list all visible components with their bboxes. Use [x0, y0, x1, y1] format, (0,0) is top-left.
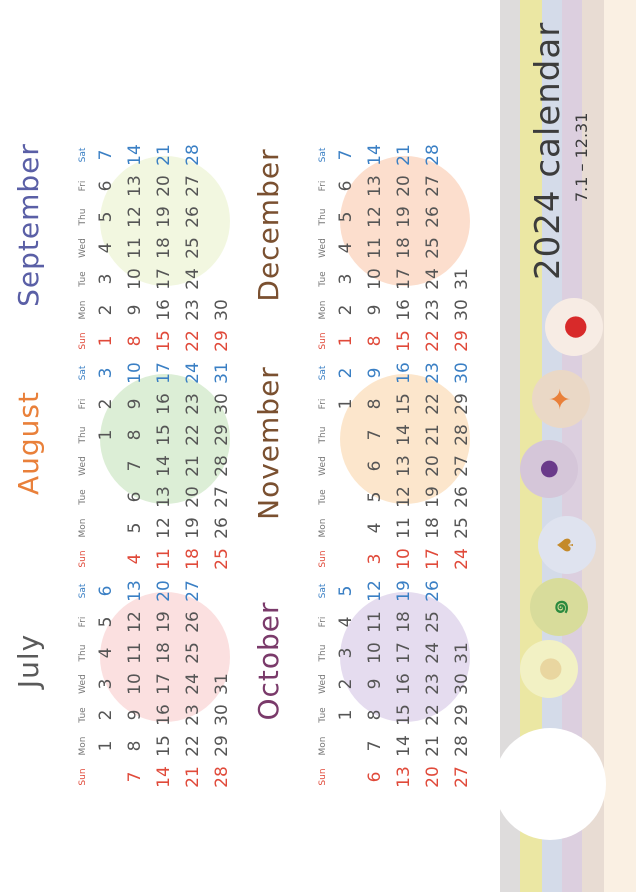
- month-title: July: [12, 633, 45, 689]
- day-cell: 8: [125, 335, 145, 347]
- day-cell: 16: [154, 393, 174, 415]
- weekday-label: Sat: [318, 583, 328, 599]
- day-cell: 29: [212, 735, 232, 757]
- day-cell: 9: [365, 367, 385, 379]
- day-cell: 18: [394, 611, 414, 633]
- day-cell: 19: [423, 486, 443, 508]
- weekday-label: Tue: [318, 707, 328, 723]
- day-cell: 14: [394, 735, 414, 757]
- day-cell: 31: [212, 362, 232, 384]
- day-cell: 4: [125, 553, 145, 565]
- day-cell: 3: [336, 273, 356, 285]
- weekday-label: Mon: [318, 736, 328, 756]
- weekday-label: Sun: [318, 332, 328, 350]
- weekday-label: Tue: [78, 489, 88, 505]
- weekday-label: Thu: [318, 644, 328, 662]
- day-cell: 4: [336, 242, 356, 254]
- day-cell: 4: [96, 242, 116, 254]
- day-cell: 1: [96, 335, 116, 347]
- weekday-label: Wed: [318, 456, 328, 476]
- day-cell: 25: [183, 642, 203, 664]
- day-cell: 19: [154, 206, 174, 228]
- day-cell: 10: [365, 642, 385, 664]
- day-cell: 14: [394, 424, 414, 446]
- day-cell: 25: [212, 548, 232, 570]
- day-cell: 19: [183, 517, 203, 539]
- weekday-label: Sun: [78, 768, 88, 786]
- day-cell: 21: [423, 735, 443, 757]
- day-cell: 25: [423, 237, 443, 259]
- day-cell: 4: [336, 616, 356, 628]
- weekday-label: Wed: [78, 456, 88, 476]
- day-cell: 9: [365, 678, 385, 690]
- day-cell: 14: [154, 455, 174, 477]
- day-cell: 4: [96, 647, 116, 659]
- weekday-label: Wed: [318, 674, 328, 694]
- weekday-label: Thu: [78, 208, 88, 226]
- day-cell: 7: [365, 429, 385, 441]
- day-cell: 26: [452, 486, 472, 508]
- day-cell: 27: [452, 455, 472, 477]
- weekday-label: Fri: [318, 180, 328, 192]
- month-title: December: [252, 148, 285, 302]
- day-cell: 27: [212, 486, 232, 508]
- day-cell: 28: [183, 144, 203, 166]
- day-cell: 16: [154, 704, 174, 726]
- day-cell: 17: [423, 548, 443, 570]
- day-cell: 5: [96, 616, 116, 628]
- day-cell: 24: [452, 548, 472, 570]
- day-cell: 2: [336, 304, 356, 316]
- day-cell: 18: [394, 237, 414, 259]
- day-cell: 8: [365, 709, 385, 721]
- day-cell: 17: [154, 362, 174, 384]
- day-cell: 18: [154, 237, 174, 259]
- grapes-icon: ●: [520, 440, 578, 498]
- day-cell: 3: [336, 647, 356, 659]
- day-cell: 28: [452, 424, 472, 446]
- day-cell: 29: [452, 704, 472, 726]
- day-cell: 24: [183, 268, 203, 290]
- day-cell: 14: [365, 144, 385, 166]
- day-cell: 22: [423, 393, 443, 415]
- day-cell: 30: [212, 299, 232, 321]
- day-cell: 15: [154, 735, 174, 757]
- day-cell: 10: [125, 362, 145, 384]
- day-cell: 5: [336, 585, 356, 597]
- weekday-label: Fri: [78, 616, 88, 628]
- day-cell: 15: [154, 424, 174, 446]
- weekday-label: Sat: [78, 365, 88, 381]
- weekday-label: Mon: [318, 518, 328, 538]
- day-cell: 7: [365, 740, 385, 752]
- day-cell: 15: [154, 330, 174, 352]
- day-cell: 8: [365, 335, 385, 347]
- month-title: November: [252, 366, 285, 520]
- day-cell: 9: [365, 304, 385, 316]
- month-december: [240, 94, 480, 356]
- day-cell: 28: [423, 144, 443, 166]
- day-cell: 6: [96, 585, 116, 597]
- weekday-label: Sat: [78, 583, 88, 599]
- day-cell: 6: [336, 180, 356, 192]
- day-cell: 9: [125, 709, 145, 721]
- day-cell: 3: [96, 367, 116, 379]
- day-cell: 12: [365, 580, 385, 602]
- weekday-label: Sat: [318, 365, 328, 381]
- day-cell: 28: [212, 455, 232, 477]
- day-cell: 12: [394, 486, 414, 508]
- day-cell: 28: [212, 766, 232, 788]
- day-cell: 20: [154, 580, 174, 602]
- butterfly-icon: ✦: [532, 370, 590, 428]
- weekday-label: Sat: [318, 147, 328, 163]
- day-cell: 1: [336, 335, 356, 347]
- spiral-icon: ๑: [530, 578, 588, 636]
- day-cell: 21: [423, 424, 443, 446]
- day-cell: 16: [394, 673, 414, 695]
- day-cell: 13: [365, 175, 385, 197]
- day-cell: 27: [183, 175, 203, 197]
- weekday-label: Tue: [318, 489, 328, 505]
- day-cell: 5: [336, 211, 356, 223]
- day-cell: 29: [212, 424, 232, 446]
- day-cell: 10: [125, 268, 145, 290]
- day-cell: 22: [183, 330, 203, 352]
- day-cell: 19: [394, 206, 414, 228]
- day-cell: 31: [452, 268, 472, 290]
- day-cell: 10: [365, 268, 385, 290]
- mushroom-icon: ♠: [538, 516, 596, 574]
- day-cell: 16: [394, 362, 414, 384]
- day-cell: 6: [365, 771, 385, 783]
- day-cell: 25: [452, 517, 472, 539]
- day-cell: 23: [183, 704, 203, 726]
- banner-title: 2024 calendar: [528, 21, 568, 280]
- day-cell: 25: [183, 237, 203, 259]
- weekday-label: Fri: [78, 398, 88, 410]
- day-cell: 19: [394, 580, 414, 602]
- day-cell: 16: [154, 299, 174, 321]
- day-cell: 7: [96, 149, 116, 161]
- day-cell: 11: [394, 517, 414, 539]
- day-cell: 17: [394, 642, 414, 664]
- day-cell: 11: [365, 237, 385, 259]
- day-cell: 23: [183, 299, 203, 321]
- day-cell: 12: [125, 611, 145, 633]
- weekday-label: Thu: [318, 426, 328, 444]
- day-cell: 20: [394, 175, 414, 197]
- day-cell: 30: [452, 299, 472, 321]
- day-cell: 22: [423, 330, 443, 352]
- weekday-label: Thu: [78, 426, 88, 444]
- day-cell: 23: [423, 673, 443, 695]
- weekday-label: Fri: [318, 398, 328, 410]
- day-cell: 21: [394, 144, 414, 166]
- day-cell: 1: [96, 740, 116, 752]
- day-cell: 29: [452, 393, 472, 415]
- month-september: [0, 94, 240, 356]
- day-cell: 15: [394, 704, 414, 726]
- day-cell: 10: [394, 548, 414, 570]
- day-cell: 17: [154, 268, 174, 290]
- weekday-label: Thu: [318, 208, 328, 226]
- day-cell: 2: [96, 709, 116, 721]
- day-cell: 9: [125, 304, 145, 316]
- day-cell: 25: [423, 611, 443, 633]
- day-cell: 27: [423, 175, 443, 197]
- weekday-label: Wed: [318, 238, 328, 258]
- day-cell: 13: [394, 455, 414, 477]
- day-cell: 27: [183, 580, 203, 602]
- weekday-label: Sun: [318, 768, 328, 786]
- weekday-label: Sun: [78, 550, 88, 568]
- day-cell: 18: [423, 517, 443, 539]
- day-cell: 20: [183, 486, 203, 508]
- day-cell: 15: [394, 330, 414, 352]
- day-cell: 12: [154, 517, 174, 539]
- day-cell: 18: [154, 642, 174, 664]
- weekday-label: Mon: [318, 300, 328, 320]
- day-cell: 8: [125, 429, 145, 441]
- day-cell: 19: [154, 611, 174, 633]
- day-cell: 2: [336, 367, 356, 379]
- day-cell: 1: [336, 709, 356, 721]
- day-cell: 11: [365, 611, 385, 633]
- day-cell: 4: [365, 522, 385, 534]
- day-cell: 13: [125, 175, 145, 197]
- day-cell: 24: [183, 362, 203, 384]
- day-cell: 31: [212, 673, 232, 695]
- day-cell: 20: [423, 766, 443, 788]
- day-cell: 17: [394, 268, 414, 290]
- day-cell: 7: [336, 149, 356, 161]
- day-cell: 30: [452, 673, 472, 695]
- day-cell: 17: [154, 673, 174, 695]
- day-cell: 30: [212, 393, 232, 415]
- day-cell: 1: [96, 429, 116, 441]
- weekday-label: Thu: [78, 644, 88, 662]
- day-cell: 20: [154, 175, 174, 197]
- day-cell: 22: [183, 424, 203, 446]
- day-cell: 14: [125, 144, 145, 166]
- day-cell: 10: [125, 673, 145, 695]
- weekday-label: Sat: [78, 147, 88, 163]
- day-cell: 20: [423, 455, 443, 477]
- month-title: August: [12, 391, 45, 495]
- day-cell: 13: [154, 486, 174, 508]
- day-cell: 3: [96, 273, 116, 285]
- day-cell: 12: [125, 206, 145, 228]
- day-cell: 23: [423, 299, 443, 321]
- day-cell: 24: [423, 642, 443, 664]
- weekday-label: Tue: [318, 271, 328, 287]
- day-cell: 27: [452, 766, 472, 788]
- day-cell: 21: [183, 766, 203, 788]
- day-cell: 13: [394, 766, 414, 788]
- day-cell: 11: [125, 642, 145, 664]
- day-cell: 21: [154, 144, 174, 166]
- day-cell: 26: [423, 580, 443, 602]
- day-cell: 6: [125, 491, 145, 503]
- day-cell: 12: [365, 206, 385, 228]
- day-cell: 14: [154, 766, 174, 788]
- day-cell: 3: [96, 678, 116, 690]
- day-cell: 21: [183, 455, 203, 477]
- month-title: October: [252, 601, 285, 721]
- banner: [500, 0, 636, 892]
- weekday-label: Mon: [78, 736, 88, 756]
- banner-range: 7.1 – 12.31: [572, 112, 591, 202]
- day-cell: 26: [212, 517, 232, 539]
- day-cell: 9: [125, 398, 145, 410]
- day-cell: 7: [125, 460, 145, 472]
- weekday-label: Wed: [78, 238, 88, 258]
- day-cell: 6: [365, 460, 385, 472]
- day-cell: 7: [125, 771, 145, 783]
- day-cell: 5: [96, 211, 116, 223]
- day-cell: 2: [96, 398, 116, 410]
- day-cell: 30: [212, 704, 232, 726]
- month-title: September: [12, 143, 45, 307]
- weekday-label: Fri: [78, 180, 88, 192]
- day-cell: 29: [452, 330, 472, 352]
- day-cell: 5: [125, 522, 145, 534]
- day-cell: 31: [452, 642, 472, 664]
- day-cell: 22: [183, 735, 203, 757]
- day-cell: 18: [183, 548, 203, 570]
- day-cell: 26: [423, 206, 443, 228]
- weekday-label: Tue: [78, 707, 88, 723]
- day-cell: 16: [394, 299, 414, 321]
- day-cell: 22: [423, 704, 443, 726]
- day-cell: 13: [125, 580, 145, 602]
- day-cell: 8: [365, 398, 385, 410]
- day-cell: 2: [336, 678, 356, 690]
- day-cell: 5: [365, 491, 385, 503]
- day-cell: 23: [183, 393, 203, 415]
- day-cell: 15: [394, 393, 414, 415]
- weekday-label: Mon: [78, 300, 88, 320]
- day-cell: 1: [336, 398, 356, 410]
- day-cell: 24: [423, 268, 443, 290]
- weekday-label: Fri: [318, 616, 328, 628]
- day-cell: 6: [96, 180, 116, 192]
- day-cell: 3: [365, 553, 385, 565]
- weekday-label: Sun: [78, 332, 88, 350]
- day-cell: 26: [183, 611, 203, 633]
- day-cell: 28: [452, 735, 472, 757]
- day-cell: 29: [212, 330, 232, 352]
- day-cell: 8: [125, 740, 145, 752]
- weekday-label: Sun: [318, 550, 328, 568]
- weekday-label: Mon: [78, 518, 88, 538]
- day-cell: 26: [183, 206, 203, 228]
- day-cell: 24: [183, 673, 203, 695]
- weekday-label: Tue: [78, 271, 88, 287]
- day-cell: 11: [154, 548, 174, 570]
- weekday-label: Wed: [78, 674, 88, 694]
- apple-icon: ●: [545, 298, 603, 356]
- day-cell: 30: [452, 362, 472, 384]
- day-cell: 2: [96, 304, 116, 316]
- day-cell: 11: [125, 237, 145, 259]
- sweet-potato-icon: ●: [520, 640, 578, 698]
- day-cell: 23: [423, 362, 443, 384]
